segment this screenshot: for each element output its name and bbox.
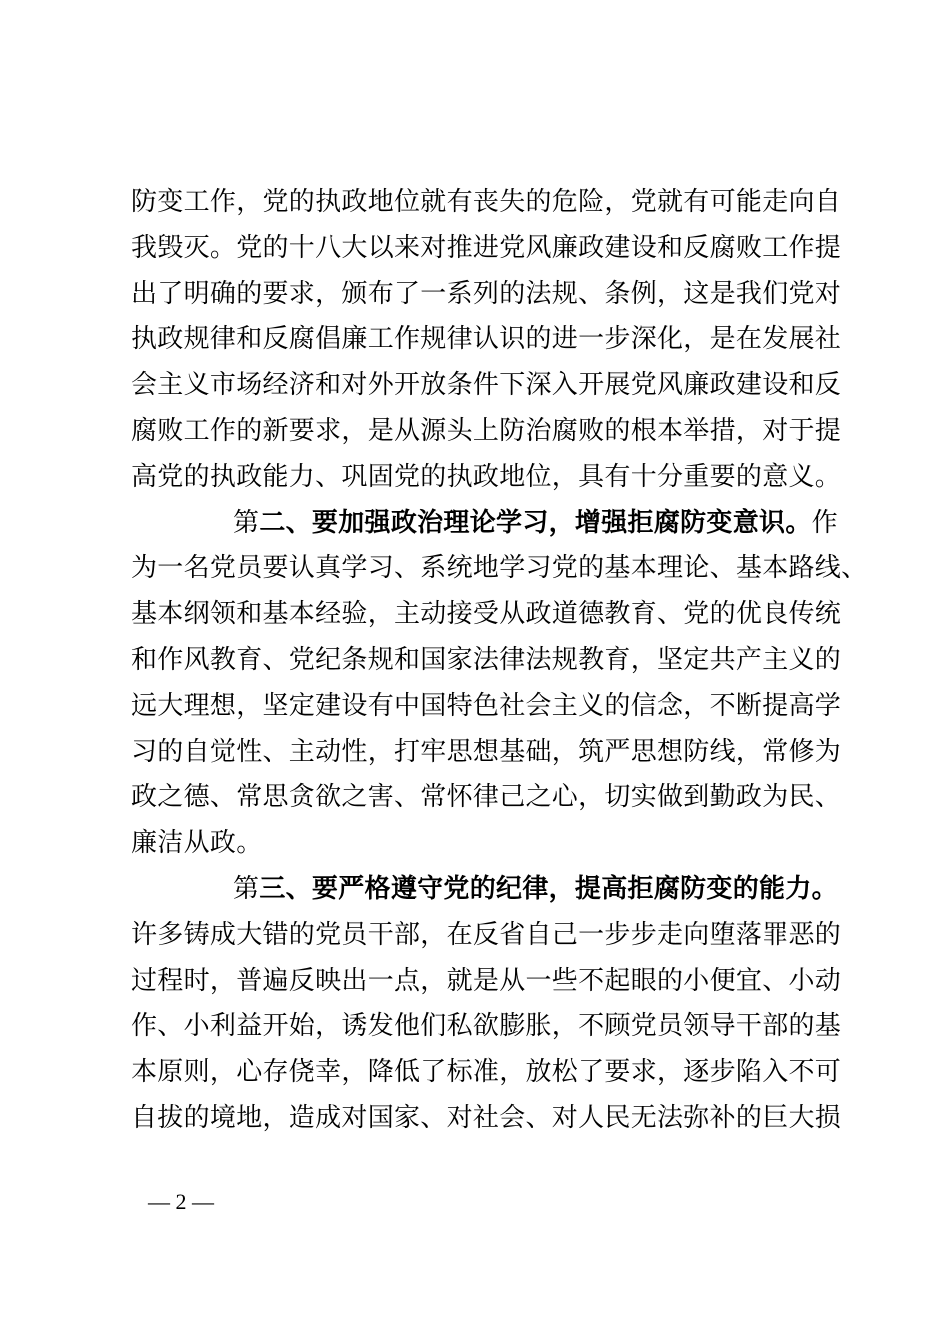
paragraph-2-line: 政之德、常思贪欲之害、常怀律己之心，切实做到勤政为民、 bbox=[131, 782, 842, 813]
paragraph-2-lead: 第 bbox=[233, 507, 260, 538]
paragraph-2-line: 远大理想，坚定建设有中国特色社会主义的信念，不断提高学 bbox=[131, 690, 842, 721]
page-number: — 2 — bbox=[148, 1189, 214, 1214]
paragraph-3-line: 自拔的境地，造成对国家、对社会、对人民无法弥补的巨大损 bbox=[131, 1102, 842, 1133]
paragraph-3-line: 过程时，普遍反映出一点，就是从一些不起眼的小便宜、小动 bbox=[131, 965, 842, 996]
paragraph-2-line: 基本纲领和基本经验，主动接受从政道德教育、党的优良传统 bbox=[131, 599, 842, 630]
paragraph-1-line: 我毁灭。党的十八大以来对推进党风廉政建设和反腐败工作提 bbox=[131, 232, 842, 263]
paragraph-1-line: 防变工作，党的执政地位就有丧失的危险，党就有可能走向自 bbox=[131, 187, 842, 217]
paragraph-3-lead: 第 bbox=[233, 873, 260, 904]
paragraph-2-line: 为一名党员要认真学习、系统地学习党的基本理论、基本路线、 bbox=[131, 553, 868, 584]
paragraph-2-line: 和作风教育、党纪条规和国家法律法规教育，坚定共产主义的 bbox=[131, 644, 842, 675]
paragraph-3-line: 本原则，心存侥幸，降低了标准，放松了要求，逐步陷入不可 bbox=[131, 1057, 842, 1088]
paragraph-3-heading-line bbox=[131, 867, 838, 913]
body-text bbox=[131, 180, 868, 1142]
paragraph-1-line: 会主义市场经济和对外开放条件下深入开展党风廉政建设和反 bbox=[131, 370, 842, 401]
paragraph-1-line: 执政规律和反腐倡廉工作规律认识的进一步深化，是在发展社 bbox=[131, 324, 842, 355]
paragraph-2-line: 廉洁从政。 bbox=[131, 828, 263, 859]
paragraph-2-heading-line bbox=[131, 501, 838, 547]
paragraph-1-line: 高党的执政能力、巩固党的执政地位，具有十分重要的意义。 bbox=[131, 461, 842, 492]
paragraph-2-line: 习的自觉性、主动性，打牢思想基础，筑严思想防线，常修为 bbox=[131, 736, 842, 767]
paragraph-3-line: 许多铸成大错的党员干部，在反省自己一步步走向堕落罪恶的 bbox=[131, 919, 842, 950]
paragraph-2-heading-tail: 作 bbox=[811, 507, 838, 538]
paragraph-2-heading: 二、要加强政治理论学习，增强拒腐防变意识。 bbox=[259, 507, 812, 538]
paragraph-1-line: 腐败工作的新要求，是从源头上防治腐败的根本举措，对于提 bbox=[131, 415, 842, 446]
paragraph-3-line: 作、小利益开始，诱发他们私欲膨胀，不顾党员领导干部的基 bbox=[131, 1011, 842, 1042]
paragraph-1-line: 出了明确的要求，颁布了一系列的法规、条例，这是我们党对 bbox=[131, 278, 842, 309]
paragraph-3-heading: 三、要严格遵守党的纪律，提高拒腐防变的能力。 bbox=[259, 873, 838, 904]
